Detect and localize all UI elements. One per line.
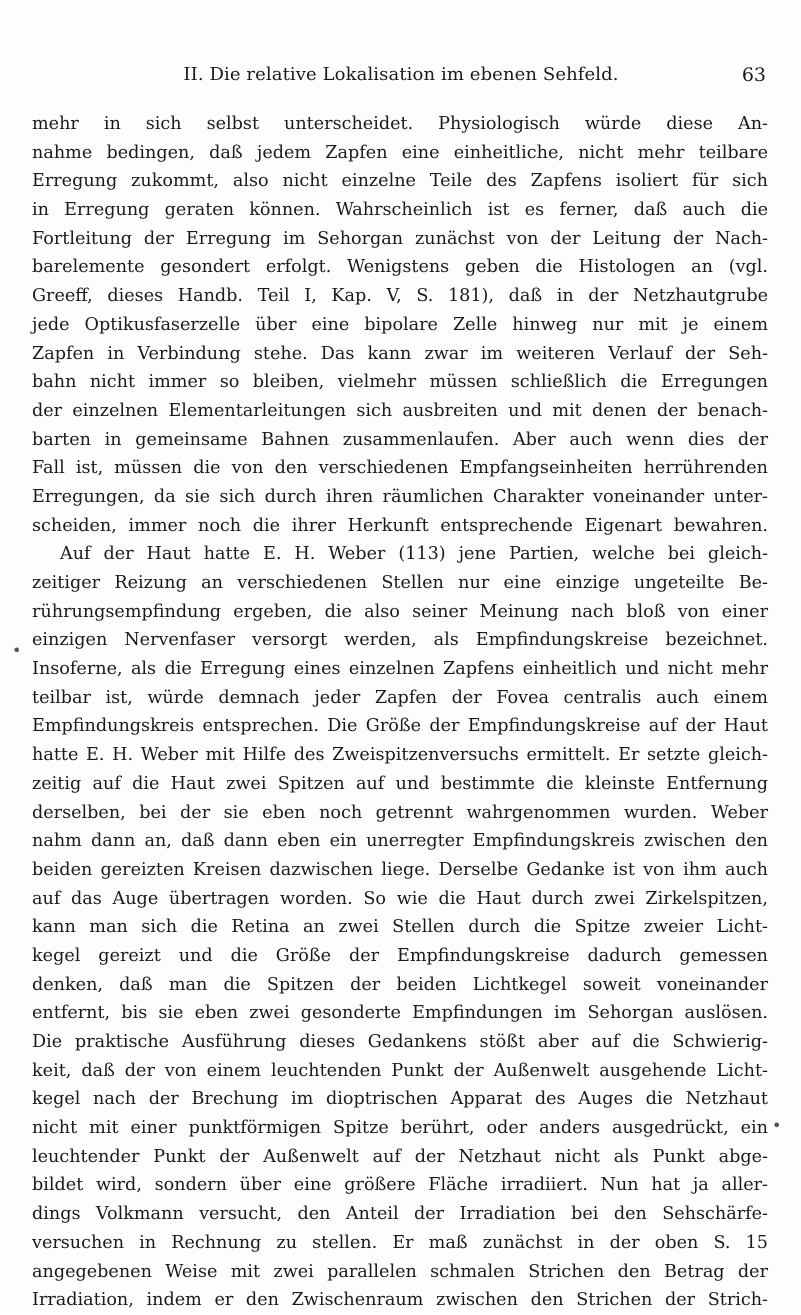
- text-line: nahm dann an, daß dann eben ein unerregter Empfindungskreis zwischen den: [32, 831, 768, 852]
- text-line: angegebenen Weise mit zwei parallelen schmalen Strichen den Betrag der: [32, 1261, 768, 1282]
- text-line: barelemente gesondert erfolgt. Wenigstens geben die Histologen an (vgl.: [32, 257, 768, 278]
- text-line: scheiden, immer noch die ihrer Herkunft entsprechende Eigenart bewahren.: [32, 515, 768, 536]
- text-line: in Erregung geraten können. Wahrscheinlich ist es ferner, daß auch die: [32, 200, 768, 221]
- text-line: Erregung zukommt, also nicht einzelne Teile des Zapfens isoliert für sich: [32, 171, 768, 192]
- text-line: leuchtender Punkt der Außenwelt auf der Netzhaut nicht als Punkt abge-: [32, 1146, 768, 1167]
- running-header: [36, 64, 766, 94]
- text-line: bildet wird, sondern über eine größere Fläche irradiiert. Nun hat ja aller-: [32, 1175, 768, 1196]
- text-line: jede Optikusfaserzelle über eine bipolare Zelle hinweg nur mit je einem: [32, 314, 768, 335]
- text-line: beiden gereizten Kreisen dazwischen liege. Derselbe Gedanke ist von ihm auch: [32, 859, 768, 880]
- text-line: barten in gemeinsame Bahnen zusammenlaufen. Aber auch wenn dies der: [32, 429, 768, 450]
- text-line: Fall ist, müssen die von den verschiedenen Empfangseinheiten herrührenden: [32, 458, 768, 479]
- text-line: Die praktische Ausführung dieses Gedankens stößt aber auf die Schwierig-: [32, 1032, 768, 1052]
- text-line: Insoferne, als die Erregung eines einzelnen Zapfens einheitlich und nicht mehr: [32, 659, 768, 680]
- text-line: Irradiation, indem er den Zwischenraum zwischen den Strichen der Strich-: [32, 1290, 768, 1311]
- text-line: der einzelnen Elementarleitungen sich ausbreiten und mit denen der benach-: [32, 400, 768, 421]
- text-line: kegel nach der Brechung im dioptrischen Apparat des Auges die Netzhaut: [32, 1089, 768, 1110]
- text-line: Empfindungskreis entsprechen. Die Größe der Empfindungskreise auf der Haut: [32, 716, 768, 737]
- text-line: mehr in sich selbst unterscheidet. Physiologisch würde diese An-: [32, 114, 768, 134]
- text-line: auf das Auge übertragen worden. So wie die Haut durch zwei Zirkelspitzen,: [32, 888, 768, 909]
- text-line: Fortleitung der Erregung im Sehorgan zunächst von der Leitung der Nach-: [32, 228, 768, 249]
- text-line: teilbar ist, würde demnach jeder Zapfen der Fovea centralis auch einem: [32, 687, 768, 708]
- chapter-title: II. Die relative Lokalisation im ebenen Sehfeld.: [183, 64, 619, 85]
- text-line: nicht mit einer punktförmigen Spitze berührt, oder anders ausgedrückt, ein: [32, 1118, 768, 1139]
- text-line: versuchen in Rechnung zu stellen. Er maß zunächst in der oben S. 15: [32, 1232, 768, 1253]
- text-line: kann man sich die Retina an zwei Stellen durch die Spitze zweier Licht-: [32, 917, 768, 938]
- text-line: entfernt, bis sie eben zwei gesonderte Empfindungen im Sehorgan auslösen.: [32, 1003, 768, 1024]
- body-text: [32, 110, 768, 1315]
- margin-dot: •: [12, 641, 22, 660]
- text-line: kegel gereizt und die Größe der Empfindungskreise dadurch gemessen: [32, 945, 768, 966]
- page-number: 63: [741, 64, 766, 86]
- text-line: derselben, bei der sie eben noch getrennt wahrgenommen wurden. Weber: [32, 802, 768, 823]
- text-line: keit, daß der von einem leuchtenden Punkt der Außenwelt ausgehende Licht-: [32, 1060, 768, 1081]
- text-line: zeitig auf die Haut zwei Spitzen auf und bestimmte die kleinste Entfernung: [32, 773, 768, 794]
- text-line: Auf der Haut hatte E. H. Weber (113) jene Partien, welche bei gleich-: [60, 544, 768, 565]
- text-line: zeitiger Reizung an verschiedenen Stellen nur eine einzige ungeteilte Be-: [32, 573, 768, 593]
- text-line: rührungsempfindung ergeben, die also seiner Meinung nach bloß von einer: [32, 601, 768, 622]
- text-line: dings Volkmann versucht, den Anteil der Irradiation bei den Sehschärfe-: [32, 1204, 768, 1225]
- text-line: Greeff, dieses Handb. Teil I, Kap. V, S. 181), daß in der Netzhautgrube: [32, 286, 768, 307]
- text-line: nahme bedingen, daß jedem Zapfen eine einheitliche, nicht mehr teilbare: [32, 142, 768, 163]
- text-line: bahn nicht immer so bleiben, vielmehr müssen schließlich die Erregungen: [32, 372, 768, 393]
- margin-dot: •: [772, 1116, 782, 1135]
- text-line: Zapfen in Verbindung stehe. Das kann zwar im weiteren Verlauf der Seh-: [32, 343, 768, 364]
- text-line: einzigen Nervenfaser versorgt werden, als Empfindungskreise bezeichnet.: [32, 630, 768, 651]
- text-line: hatte E. H. Weber mit Hilfe des Zweispitzenversuchs ermittelt. Er setzte gleich-: [32, 745, 768, 766]
- text-line: Erregungen, da sie sich durch ihren räumlichen Charakter voneinander unter-: [32, 486, 768, 507]
- text-line: denken, daß man die Spitzen der beiden Lichtkegel soweit voneinander: [32, 974, 768, 995]
